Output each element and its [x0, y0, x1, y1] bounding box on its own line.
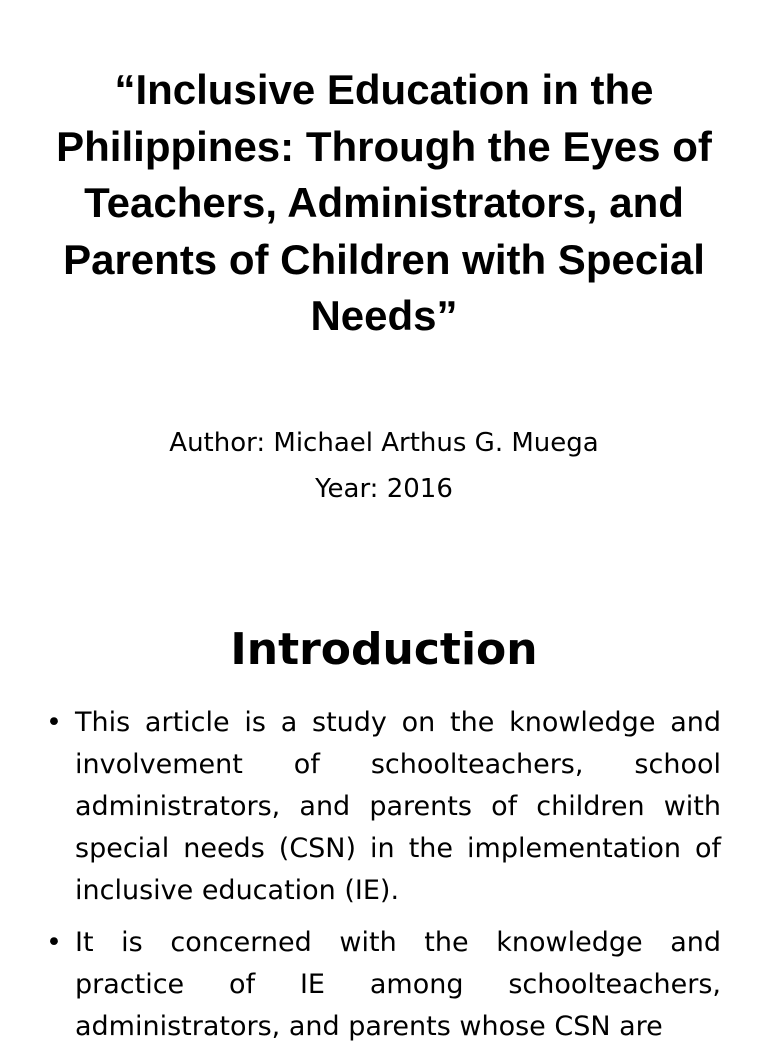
introduction-slide: [0, 580, 768, 1042]
bullet-icon: •: [46, 927, 62, 958]
introduction-bullet-list: [46, 702, 721, 1058]
bullet-text: It is concerned with the knowledge and practice of IE among schoolteachers, administrators, and parents whose CSN are: [75, 927, 721, 1042]
bullet-item-1: [46, 702, 721, 912]
bullet-item-2: [46, 922, 721, 1048]
paper-title: “Inclusive Education in the Philippines: Through the Eyes of Teachers, Administrators, and Parents of Children with Special Needs”: [56, 66, 712, 339]
introduction-heading: Introduction: [230, 624, 538, 675]
bullet-text: This article is a study on the knowledge and involvement of schoolteachers, school administrators, and parents of children with special needs (CSN) in the implementation of inclusive education (IE).: [75, 707, 721, 906]
author-line: Author: Michael Arthus G. Muega: [169, 428, 599, 458]
bullet-icon: •: [46, 707, 62, 738]
year-line: Year: 2016: [315, 474, 453, 504]
